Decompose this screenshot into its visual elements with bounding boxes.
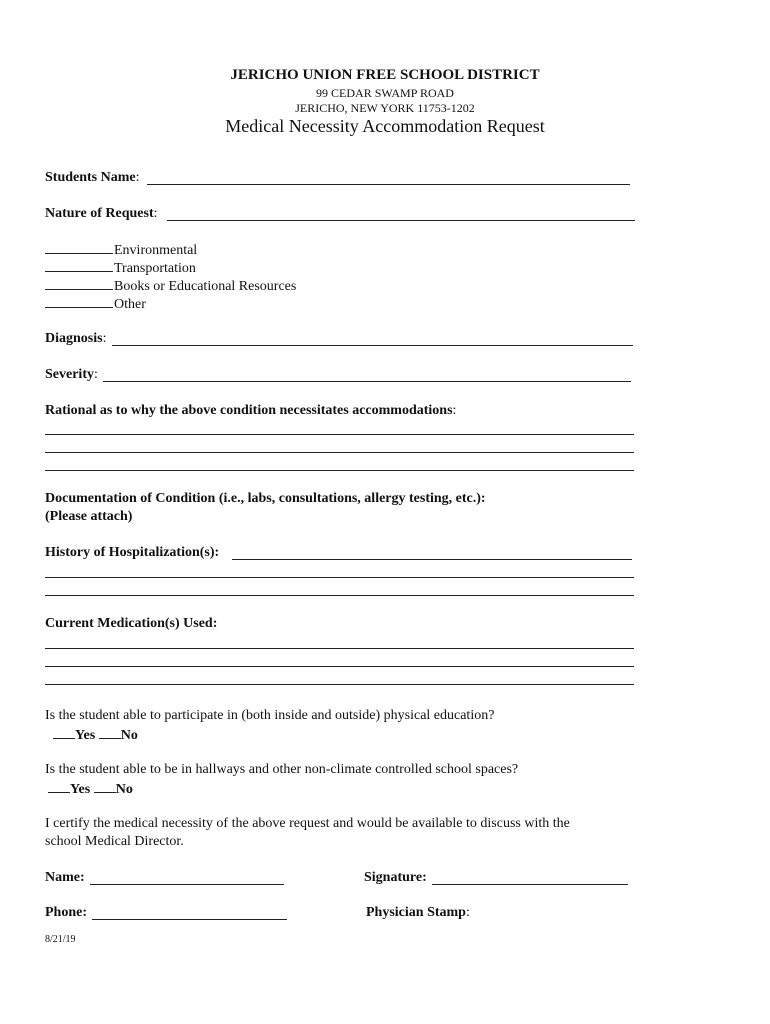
hallways-question: Is the student able to be in hallways and other non-climate controlled school spaces? — [45, 762, 519, 777]
documentation-label: Documentation of Condition (i.e., labs, consultations, allergy testing, etc.): — [45, 491, 486, 506]
form-date: 8/21/19 — [45, 934, 76, 945]
option-blank[interactable] — [45, 295, 113, 308]
hallways-no-blank[interactable] — [94, 780, 116, 793]
student-name-label: Students Name: — [45, 170, 140, 185]
pe-question: Is the student able to participate in (both inside and outside) physical education? — [45, 708, 495, 723]
pe-yes-label: Yes — [75, 728, 96, 743]
rationale-line[interactable] — [45, 452, 634, 453]
option-other[interactable]: Other — [45, 295, 146, 313]
signature-label: Signature: — [364, 870, 427, 885]
option-environmental[interactable]: Environmental — [45, 241, 197, 259]
pe-answer — [53, 726, 138, 744]
phone-label: Phone: — [45, 905, 87, 920]
certification-line-2: school Medical Director. — [45, 834, 184, 849]
hospitalization-line[interactable] — [45, 577, 634, 578]
please-attach-label: (Please attach) — [45, 509, 133, 524]
hallways-no-label: No — [115, 782, 133, 797]
severity-label: Severity: — [45, 367, 98, 382]
hospitalization-label: History of Hospitalization(s): — [45, 545, 220, 560]
medications-label: Current Medication(s) Used: — [45, 616, 218, 631]
rationale-line[interactable] — [45, 470, 634, 471]
hospitalization-line[interactable] — [232, 559, 632, 560]
hallways-yes-label: Yes — [70, 782, 91, 797]
option-blank[interactable] — [45, 259, 113, 272]
medications-line[interactable] — [45, 666, 634, 667]
certification-line-1: I certify the medical necessity of the above request and would be available to discuss with the — [45, 816, 570, 831]
student-name-line[interactable] — [147, 184, 630, 185]
physician-stamp-label: Physician Stamp: — [366, 905, 470, 920]
severity-line[interactable] — [103, 381, 631, 382]
hallways-yes-blank[interactable] — [48, 780, 70, 793]
medications-line[interactable] — [45, 684, 634, 685]
address-line-1: 99 CEDAR SWAMP ROAD — [316, 86, 454, 100]
address-line-2: JERICHO, NEW YORK 11753-1202 — [295, 101, 475, 115]
pe-yes-blank[interactable] — [53, 726, 75, 739]
phone-line[interactable] — [92, 919, 287, 920]
nature-of-request-line[interactable] — [167, 220, 635, 221]
option-books[interactable]: Books or Educational Resources — [45, 277, 296, 295]
form-title: Medical Necessity Accommodation Request — [225, 116, 545, 136]
nature-of-request-label: Nature of Request: — [45, 206, 158, 221]
pe-no-label: No — [120, 728, 138, 743]
diagnosis-label: Diagnosis: — [45, 331, 107, 346]
name-line[interactable] — [90, 884, 284, 885]
hallways-answer — [48, 780, 133, 798]
diagnosis-line[interactable] — [112, 345, 633, 346]
signature-line[interactable] — [432, 884, 628, 885]
option-blank[interactable] — [45, 241, 113, 254]
option-blank[interactable] — [45, 277, 113, 290]
name-label: Name: — [45, 870, 85, 885]
hospitalization-line[interactable] — [45, 595, 634, 596]
pe-no-blank[interactable] — [99, 726, 121, 739]
rationale-line[interactable] — [45, 434, 634, 435]
medications-line[interactable] — [45, 648, 634, 649]
district-name: JERICHO UNION FREE SCHOOL DISTRICT — [230, 67, 540, 83]
option-transportation[interactable]: Transportation — [45, 259, 196, 277]
rationale-label: Rational as to why the above condition necessitates accommodations: — [45, 403, 457, 418]
